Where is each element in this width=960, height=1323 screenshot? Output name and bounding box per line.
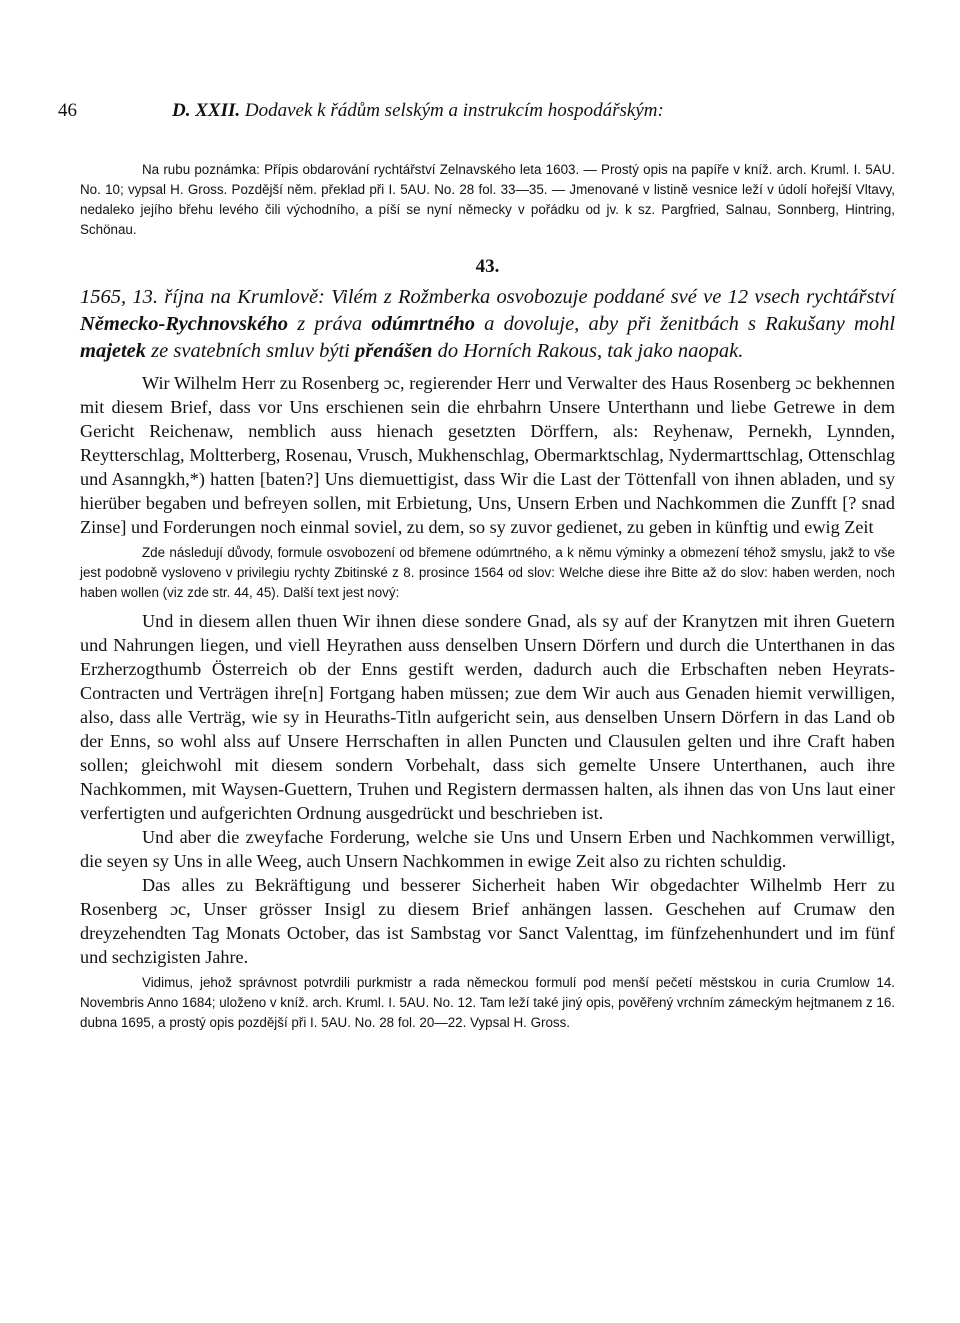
summary-bold-2: odúmrtného [371, 313, 475, 335]
summary-bold-3: majetek [80, 340, 147, 362]
running-title [172, 100, 664, 122]
charter-paragraph-1: Wir Wilhelm Herr zu Rosenberg ɔc, regierender Herr und Verwalter des Haus Rosenberg ɔc bekhennen mit diesem Brief, dass vor Uns erschienen sein die ehrbahrn Unsere Unterthann und liebe Getrewe in dem Gericht Reichenaw, nemblich auss hienach gesetzten Dörffern, als: Reyhenaw, Pernekh, Lynnden, Reytterschlag, Moltterberg, Rosenau, Vrusch, Mukhenschlag, Obermarktschlag, Nydermarttschlag, Ottenschlag und Asanngkh,*) hatten [baten?] Uns diemuettigist, dass Wir die Last der Töttenfall von ihnen abladen, und sy hierüber begaben und befreyen sollen, mit Erbietung, Uns, Unsern Erben und Nachkommen die Zunfft [? snad Zinse] und Forderungen noch einmal soviel, zu dem, so sy zuvor gedienet, zu geben in künftig und ewig Zeit [80, 373, 895, 537]
document-page [58, 100, 896, 1033]
summary-part-4: ze svatebních smluv býti [151, 340, 350, 362]
previous-document-note: Na rubu poznámka: Přípis obdarování rychtářství Zelnavského leta 1603. — Prostý opis na papíře v kníž. arch. Kruml. I. 5AU. No. 10; vypsal H. Gross. Pozdější něm. překlad při I. 5AU. No. 28 fol. 33—35. — Jmenované v listině vesnice leží v údolí hořejší Vltavy, nedaleko jejího břehu levého čili východního, a píší se nyní německy v pořádku od jv. k sz. Pargfried, Salnau, Sonnberg, Hintring, Schönau. [80, 162, 895, 237]
summary-bold-1: Německo-Rychnovského [80, 313, 289, 335]
summary-part-2: z práva [297, 313, 363, 335]
closing-source-note: Vidimus, jehož správnost potvrdili purkmistr a rada německou formulí pod menší pečetí městskou in curia Crumlow 14. Novembris Anno 1684; uloženo v kníž. arch. Kruml. I. 5AU. No. 12. Tam leží také jiný opis, pověřený vrchním zámeckým hejtmanem z 16. dubna 1695, a prostý opis pozdější při I. 5AU. No. 28 fol. 20—22. Vypsal H. Gross. [80, 975, 895, 1030]
summary-bold-4: přenášen [354, 340, 433, 362]
charter-paragraph-2: Und in diesem allen thuen Wir ihnen diese sondere Gnad, als sy auf der Kranytzen mit ihren Guetern und Nahrungen liegen, und viell Heyrathen auss denselben Unsern Dörfern und durch die Unterthanen in das Erzherzogthumb Österreich ob der Enns gestift werden, dadurch auch die Erbschaften neben Heyrats-Contracten und Verträgen ihre[n] Fortgang haben müssen; zue dem Wir auch aus Genaden hiemit verwilligen, also, dass alle Verträg, wie sy in Heuraths-Titln aufgericht sein, aus denselben Unsern Dörfern in das Land ob der Enns, so wohl alss auf Unsere Herrschaften in allen Puncten und Clausulen gelten und ihre Craft haben sollen; gleichwohl mit diesem sondern Vorbehalt, dass sich gemelte Unsere Unterthanen, auch ihre Nachkommen, mit Waysen-Guettern, Truhen und Registern dermassen halten, als ihnen das von Uns laut einer verfertigten und aufgerichten Ordnung ausgedrückt und beschrieben ist. [80, 611, 895, 823]
running-title-text: Dodavek k řádům selským a instrukcím hospodářským: [244, 100, 664, 121]
document-number: 43. [475, 256, 500, 277]
summary-part-3: a dovoluje, aby při ženitbách s Rakušany mohl [484, 313, 896, 335]
summary-part-5: do Horních Rakous, tak jako naopak. [437, 340, 744, 362]
page-number: 46 [58, 100, 77, 121]
summary-part-1: 1565, 13. října na Krumlově: Vilém z Rožmberka osvobozuje poddané své ve 12 vsech rychtářství [80, 286, 895, 308]
document-summary [80, 284, 895, 365]
editorial-note: Zde následují důvody, formule osvobození od břemene odúmrtného, a k němu výminky a obmezení téhož smyslu, jakž to vše jest podobně vysloveno v privilegiu rychty Zbitinské z 8. prosince 1564 od slov: Welche diese ihre Bitte až do slov: haben werden, noch haben wollen (viz zde str. 44, 45). Další text jest nový: [80, 545, 895, 600]
running-title-section: D. XXII. [172, 100, 241, 121]
charter-paragraph-4: Das alles zu Bekräftigung und besserer Sicherheit haben Wir obgedachter Wilhelmb Herr zu Rosenberg ɔc, Unser grösser Insigl zu diesem Brief anhängen lassen. Geschehen auf Crumaw den dreyzehendten Tag Monats October, das ist Sambstag vor Sanct Valenttag, im fünfzehenhundert und im fünf und sechzigisten Jahre. [80, 875, 895, 967]
charter-paragraph-3: Und aber die zweyfache Forderung, welche sie Uns und Unsern Erben und Nachkommen verwilligt, die seyen sy Uns in alle Weeg, auch Unsern Nachkommen in ewige Zeit also zu richten schuldig. [80, 827, 895, 871]
page-header [58, 100, 895, 122]
